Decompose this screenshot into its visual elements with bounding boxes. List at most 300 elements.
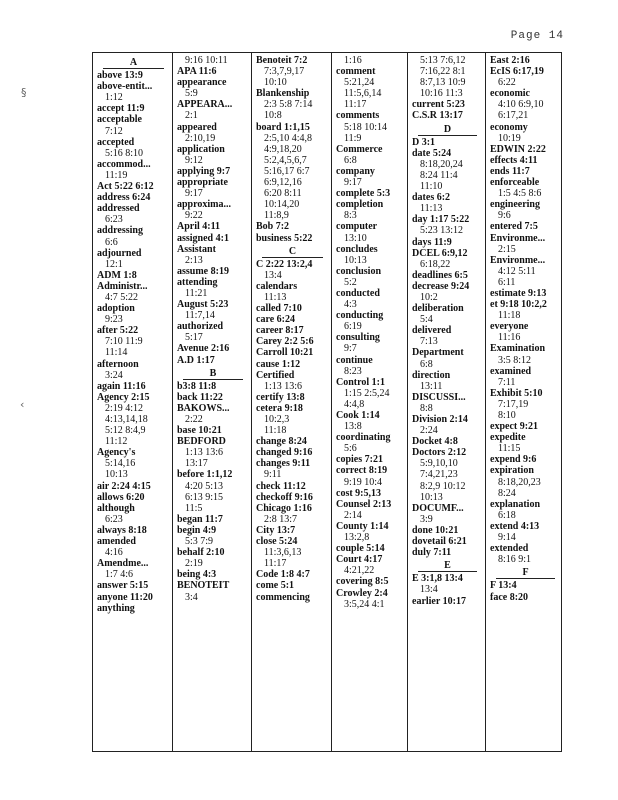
index-term: change 8:24 <box>256 436 307 448</box>
index-locator: 10:19 <box>498 132 521 144</box>
index-term: coordinating <box>336 432 391 444</box>
index-term: expedite <box>490 432 526 444</box>
index-locator: 11:5 <box>185 502 203 514</box>
index-locator: 4:16 <box>105 547 123 559</box>
index-term: C.S.R 13:17 <box>412 110 463 122</box>
index-term: checkoff 9:16 <box>256 491 313 503</box>
index-term: entered 7:5 <box>490 221 538 233</box>
index-locator: 11:14 <box>105 347 128 359</box>
index-locator: 5:13 7:6,12 <box>420 55 466 66</box>
index-term: business 5:22 <box>256 232 313 244</box>
index-term: after 5:22 <box>97 325 139 337</box>
index-locator: 2:14 <box>344 509 362 521</box>
index-locator: 4:20 5:13 <box>185 480 224 492</box>
index-locator: 6:8 <box>344 154 357 166</box>
index-term: City 13:7 <box>256 524 296 536</box>
index-locator: 3:5,24 4:1 <box>344 598 385 610</box>
index-term: Doctors 2:12 <box>412 447 467 459</box>
index-locator: 10:8 <box>264 110 282 122</box>
index-term: addressing <box>97 225 143 237</box>
index-term: couple 5:14 <box>336 543 385 555</box>
index-term: Administr... <box>97 280 148 292</box>
index-locator: 9:17 <box>185 188 203 200</box>
index-locator: 1:13 13:6 <box>185 447 224 459</box>
margin-mark: ‹ <box>20 398 25 411</box>
index-term: economic <box>490 88 530 100</box>
index-locator: 9:14 <box>498 532 516 544</box>
index-term: attending <box>177 276 218 288</box>
index-term: DOCUMF... <box>412 502 464 514</box>
index-locator: 6:8 <box>420 358 433 370</box>
index-term: E 3:1,8 13:4 <box>412 573 463 585</box>
index-term: although <box>97 502 135 514</box>
index-locator: 9:11 <box>264 469 282 481</box>
index-term: dovetail 6:21 <box>412 536 467 548</box>
index-locator: 2:19 <box>185 558 203 570</box>
index-term: comments <box>336 110 380 122</box>
index-term: Environme... <box>490 232 546 244</box>
index-locator: 2:10,19 <box>185 132 216 144</box>
index-term: Benoteit 7:2 <box>256 55 308 66</box>
index-locator: 5:21,24 <box>344 77 375 89</box>
index-term: assigned 4:1 <box>177 232 229 244</box>
index-column <box>93 53 172 751</box>
index-term: current 5:23 <box>412 99 465 111</box>
index-locator: 11:21 <box>185 287 208 299</box>
index-term: et 9:18 10:2,2 <box>490 299 547 311</box>
index-term: Court 4:17 <box>336 554 383 566</box>
index-locator: 5:9 <box>185 88 198 100</box>
index-locator: 6:18 <box>498 509 516 521</box>
index-term: answer 5:15 <box>97 580 149 592</box>
index-locator: 8:18,20,24 <box>420 158 463 170</box>
margin-mark: § <box>21 86 27 99</box>
index-term: direction <box>412 369 451 381</box>
index-term: Agency 2:15 <box>97 391 150 403</box>
index-locator: 5:12 8:4,9 <box>105 425 146 437</box>
index-term: Avenue 2:16 <box>177 343 230 355</box>
index-term: DISCUSSI... <box>412 391 466 403</box>
index-locator: 2:15 <box>498 243 516 255</box>
index-locator: 4:12 5:11 <box>498 265 536 277</box>
index-locator: 13:11 <box>420 380 443 392</box>
index-locator: 10:2 <box>420 291 438 303</box>
index-locator: 3:9 <box>420 513 433 525</box>
index-term: changes 9:11 <box>256 458 311 470</box>
index-locator: 3:24 <box>105 369 123 381</box>
index-locator: 5:23 13:12 <box>420 225 464 237</box>
index-locator: 10:16 11:3 <box>420 88 463 100</box>
index-term: commencing <box>256 591 310 603</box>
index-term: Division 2:14 <box>412 414 468 425</box>
index-term: close 5:24 <box>256 536 298 548</box>
index-term: Control 1:1 <box>336 376 385 388</box>
index-term: Agency's <box>97 447 136 459</box>
index-locator: 2:8 13:7 <box>264 513 298 525</box>
index-term: BENOTEIT <box>177 580 230 592</box>
index-locator: 5:2 <box>344 276 357 288</box>
index-locator: 13:8 <box>344 421 362 433</box>
index-term: deliberation <box>412 303 464 315</box>
index-locator: 5:16 8:10 <box>105 147 144 159</box>
index-term: accommod... <box>97 158 151 170</box>
index-term: days 11:9 <box>412 236 452 248</box>
index-column <box>331 53 407 751</box>
index-locator: 6:19 <box>344 321 362 333</box>
index-term: computer <box>336 221 378 233</box>
index-locator: 7:17,19 <box>498 398 529 410</box>
index-term: addressed <box>97 203 140 215</box>
index-term: conclusion <box>336 265 382 277</box>
index-term: application <box>177 143 225 155</box>
index-locator: 8:8 <box>420 402 433 414</box>
index-term: come 5:1 <box>256 580 295 592</box>
index-term: comment <box>336 66 376 78</box>
index-locator: 4:21,22 <box>344 565 375 577</box>
index-column <box>407 53 485 751</box>
section-letter: E <box>418 560 477 572</box>
index-term: Department <box>412 347 464 359</box>
index-term: economy <box>490 121 528 133</box>
index-term: extended <box>490 543 529 555</box>
index-locator: 3:4 <box>185 591 198 603</box>
index-term: Crowley 2:4 <box>336 587 388 599</box>
index-locator: 7:3,7,9,17 <box>264 66 305 78</box>
index-term: D 3:1 <box>412 136 436 148</box>
index-term: board 1:1,15 <box>256 121 310 133</box>
index-term: examined <box>490 365 532 377</box>
index-term: BEDFORD <box>177 436 226 448</box>
index-term: began 11:7 <box>177 513 223 525</box>
index-term: explanation <box>490 498 541 510</box>
index-locator: 5:17 <box>185 332 203 344</box>
index-term: EcIS 6:17,19 <box>490 66 544 78</box>
index-locator: 6:13 9:15 <box>185 491 224 503</box>
index-term: certify 13:8 <box>256 391 305 403</box>
index-term: approxima... <box>177 199 231 211</box>
index-term: face 8:20 <box>490 591 529 603</box>
index-locator: 2:22 <box>185 414 203 425</box>
index-locator: 13:10 <box>344 232 367 244</box>
index-locator: 9:17 <box>344 177 362 189</box>
index-locator: 7:12 <box>105 125 123 137</box>
index-column <box>251 53 331 751</box>
section-letter: B <box>183 368 243 380</box>
index-locator: 13:4 <box>264 269 282 281</box>
index-term: back 11:22 <box>177 391 223 403</box>
index-term: complete 5:3 <box>336 188 391 200</box>
page-number: Page 14 <box>510 30 564 42</box>
index-term: APA 11:6 <box>177 66 217 78</box>
index-locator: 11:15 <box>498 443 521 455</box>
section-letter: C <box>262 246 323 258</box>
index-term: Commerce <box>336 143 383 155</box>
index-term: base 10:21 <box>177 425 222 437</box>
index-term: date 5:24 <box>412 147 452 159</box>
index-term: adjourned <box>97 247 142 259</box>
index-term: cetera 9:18 <box>256 402 303 414</box>
index-term: assume 8:19 <box>177 265 229 277</box>
index-locator: 8:16 9:1 <box>498 554 532 566</box>
index-term: afternoon <box>97 358 139 370</box>
index-locator: 7:13 <box>420 336 438 348</box>
index-locator: 5:3 7:9 <box>185 536 214 548</box>
index-term: applying 9:7 <box>177 165 231 177</box>
index-locator: 11:17 <box>264 558 287 570</box>
index-term: Carey 2:2 5:6 <box>256 336 314 348</box>
index-locator: 6:18,22 <box>420 258 451 270</box>
index-locator: 11:19 <box>105 169 128 181</box>
index-locator: 8:3 <box>344 210 357 222</box>
index-locator: 11:18 <box>264 425 287 437</box>
index-term: dates 6:2 <box>412 192 451 204</box>
index-term: changed 9:16 <box>256 447 313 459</box>
index-locator: 4:7 5:22 <box>105 291 139 303</box>
index-locator: 6:17,21 <box>498 110 529 122</box>
index-locator: 1:16 <box>344 55 362 66</box>
index-term: Environme... <box>490 254 546 266</box>
section-letter: A <box>103 57 164 69</box>
index-locator: 3:5 8:12 <box>498 354 532 366</box>
index-locator: 6:11 <box>498 276 516 288</box>
index-locator: 1:12 <box>105 92 123 104</box>
index-locator: 4:9,18,20 <box>264 143 302 155</box>
index-column <box>485 53 563 751</box>
index-locator: 11:17 <box>344 99 367 111</box>
index-term: EDWIN 2:22 <box>490 143 546 155</box>
index-locator: 5:18 10:14 <box>344 121 388 133</box>
index-term: check 11:12 <box>256 480 306 492</box>
index-term: appearance <box>177 77 227 89</box>
index-term: effects 4:11 <box>490 154 538 166</box>
index-term: accept 11:9 <box>97 103 145 115</box>
index-term: covering 8:5 <box>336 576 389 588</box>
index-locator: 1:13 13:6 <box>264 380 303 392</box>
index-term: Carroll 10:21 <box>256 347 314 359</box>
index-term: expiration <box>490 465 534 477</box>
index-term: estimate 9:13 <box>490 287 547 299</box>
index-term: being 4:3 <box>177 569 217 581</box>
index-locator: 11:7,14 <box>185 310 215 322</box>
index-term: again 11:16 <box>97 380 146 392</box>
index-term: appropriate <box>177 177 228 189</box>
index-locator: 9:6 <box>498 210 511 222</box>
index-locator: 6:23 <box>105 513 123 525</box>
index-locator: 9:22 <box>185 210 203 222</box>
index-term: above-entit... <box>97 81 153 93</box>
index-locator: 7:11 <box>498 376 516 388</box>
index-locator: 11:18 <box>498 310 521 322</box>
index-term: duly 7:11 <box>412 547 452 559</box>
index-term: concludes <box>336 243 378 255</box>
index-locator: 1:15 2:5,24 <box>344 387 390 399</box>
index-locator: 2:13 <box>185 254 203 266</box>
index-term: acceptable <box>97 114 142 126</box>
index-locator: 8:23 <box>344 365 362 377</box>
index-locator: 10:13 <box>420 491 443 503</box>
index-locator: 2:24 <box>420 425 438 437</box>
index-term: C 2:22 13:2,4 <box>256 258 313 270</box>
index-term: b3:8 11:8 <box>177 380 217 392</box>
section-letter: F <box>496 567 555 579</box>
index-locator: 5:9,10,10 <box>420 458 458 470</box>
index-term: extend 4:13 <box>490 520 540 532</box>
index-term: anything <box>97 602 135 614</box>
index-term: April 4:11 <box>177 221 221 233</box>
index-locator: 9:12 <box>185 154 203 166</box>
index-term: cost 9:5,13 <box>336 487 381 499</box>
index-locator: 5:2,4,5,6,7 <box>264 154 307 166</box>
index-locator: 8:24 <box>498 487 516 499</box>
index-locator: 7:10 11:9 <box>105 336 143 348</box>
index-locator: 11:13 <box>420 203 443 215</box>
index-term: Code 1:8 4:7 <box>256 569 310 581</box>
index-term: enforceable <box>490 177 540 189</box>
index-locator: 10:2,3 <box>264 414 290 425</box>
index-column <box>172 53 251 751</box>
index-term: continue <box>336 354 373 366</box>
index-term: always 8:18 <box>97 524 147 536</box>
index-term: before 1:1,12 <box>177 469 233 481</box>
index-locator: 11:16 <box>498 332 521 344</box>
index-term: ADM 1:8 <box>97 269 137 281</box>
index-locator: 7:16,22 8:1 <box>420 66 466 78</box>
index-locator: 6:22 <box>498 77 516 89</box>
index-term: care 6:24 <box>256 314 295 326</box>
index-term: anyone 11:20 <box>97 591 153 603</box>
index-term: accepted <box>97 136 135 148</box>
section-letter: D <box>418 124 477 136</box>
index-locator: 12:1 <box>105 258 123 270</box>
index-term: above 13:9 <box>97 70 143 82</box>
index-term: Counsel 2:13 <box>336 498 392 510</box>
index-locator: 11:12 <box>105 436 128 448</box>
index-locator: 4:13,14,18 <box>105 414 148 425</box>
index-locator: 10:10 <box>264 77 287 89</box>
index-term: copies 7:21 <box>336 454 383 466</box>
index-term: allows 6:20 <box>97 491 145 503</box>
index-term: behalf 2:10 <box>177 547 225 559</box>
index-term: engineering <box>490 199 540 211</box>
index-locator: 8:2,9 10:12 <box>420 480 466 492</box>
index-term: delivered <box>412 325 452 337</box>
index-locator: 6:20 8:11 <box>264 188 302 200</box>
index-term: consulting <box>336 332 380 344</box>
index-locator: 8:24 11:4 <box>420 169 458 181</box>
index-term: company <box>336 165 375 177</box>
index-term: expect 9:21 <box>490 421 539 433</box>
index-locator: 8:7,13 10:9 <box>420 77 466 89</box>
index-locator: 8:10 <box>498 410 516 421</box>
index-term: A.D 1:17 <box>177 354 215 366</box>
index-locator: 11:10 <box>420 181 443 193</box>
index-locator: 11:9 <box>344 132 362 144</box>
index-term: deadlines 6:5 <box>412 269 468 281</box>
index-locator: 2:19 4:12 <box>105 402 144 414</box>
index-locator: 9:7 <box>344 343 357 355</box>
index-locator: 10:14,20 <box>264 199 300 211</box>
index-locator: 2:1 <box>185 110 198 122</box>
index-term: cause 1:12 <box>256 358 301 370</box>
index-table <box>92 52 562 752</box>
index-locator: 9:19 10:4 <box>344 476 383 488</box>
index-locator: 11:3,6,13 <box>264 547 302 559</box>
index-locator: 5:16,17 6:7 <box>264 165 310 177</box>
index-term: F 13:4 <box>490 580 517 592</box>
index-term: East 2:16 <box>490 55 530 66</box>
index-term: DCEL 6:9,12 <box>412 247 468 259</box>
index-locator: 6:23 <box>105 214 123 226</box>
index-term: APPEARA... <box>177 99 233 111</box>
index-term: decrease 9:24 <box>412 280 470 292</box>
index-term: Blankenship <box>256 88 310 100</box>
index-locator: 9:23 <box>105 314 123 326</box>
index-term: done 10:21 <box>412 524 459 536</box>
index-locator: 13:2,8 <box>344 532 370 544</box>
index-locator: 4:4,8 <box>344 398 365 410</box>
index-term: Assistant <box>177 243 216 255</box>
index-term: appeared <box>177 121 217 133</box>
index-locator: 13:4 <box>420 584 438 596</box>
index-term: Chicago 1:16 <box>256 502 312 514</box>
index-locator: 2:3 5:8 7:14 <box>264 99 313 111</box>
index-term: authorized <box>177 321 224 333</box>
index-term: adoption <box>97 303 135 315</box>
index-term: conducting <box>336 310 384 322</box>
index-term: Examination <box>490 343 546 355</box>
index-locator: 6:6 <box>105 236 118 248</box>
index-locator: 10:13 <box>344 254 367 266</box>
index-term: Bob 7:2 <box>256 221 290 233</box>
index-locator: 4:3 <box>344 299 357 311</box>
index-term: air 2:24 4:15 <box>97 480 151 492</box>
index-term: earlier 10:17 <box>412 595 466 607</box>
index-locator: 2:5,10 4:4,8 <box>264 132 313 144</box>
index-locator: 11:8,9 <box>264 210 289 222</box>
index-term: amended <box>97 536 136 548</box>
index-locator: 5:14,16 <box>105 458 136 470</box>
index-locator: 5:4 <box>420 314 433 326</box>
index-term: Amendme... <box>97 558 149 570</box>
index-locator: 5:6 <box>344 443 357 455</box>
index-locator: 11:5,6,14 <box>344 88 382 100</box>
index-term: career 8:17 <box>256 325 304 337</box>
index-term: begin 4:9 <box>177 524 217 536</box>
index-locator: 9:16 10:11 <box>185 55 228 66</box>
index-locator: 8:18,20,23 <box>498 476 541 488</box>
index-locator: 13:17 <box>185 458 208 470</box>
index-term: address 6:24 <box>97 192 151 204</box>
index-term: correct 8:19 <box>336 465 388 477</box>
index-term: completion <box>336 199 384 211</box>
index-term: everyone <box>490 321 529 333</box>
index-locator: 1:5 4:5 8:6 <box>498 188 542 200</box>
index-term: called 7:10 <box>256 303 302 315</box>
index-term: ends 11:7 <box>490 165 530 177</box>
index-locator: 11:13 <box>264 291 287 303</box>
index-locator: 4:10 6:9,10 <box>498 99 544 111</box>
index-term: Certified <box>256 369 295 381</box>
index-term: County 1:14 <box>336 520 389 532</box>
index-locator: 1:7 4:6 <box>105 569 134 581</box>
index-locator: 10:13 <box>105 469 128 481</box>
index-term: expend 9:6 <box>490 454 537 466</box>
index-term: Cook 1:14 <box>336 410 380 421</box>
index-locator: 7:4,21,23 <box>420 469 458 481</box>
index-term: conducted <box>336 287 380 299</box>
index-locator: 6:9,12,16 <box>264 177 302 189</box>
index-term: Exhibit 5:10 <box>490 387 543 399</box>
